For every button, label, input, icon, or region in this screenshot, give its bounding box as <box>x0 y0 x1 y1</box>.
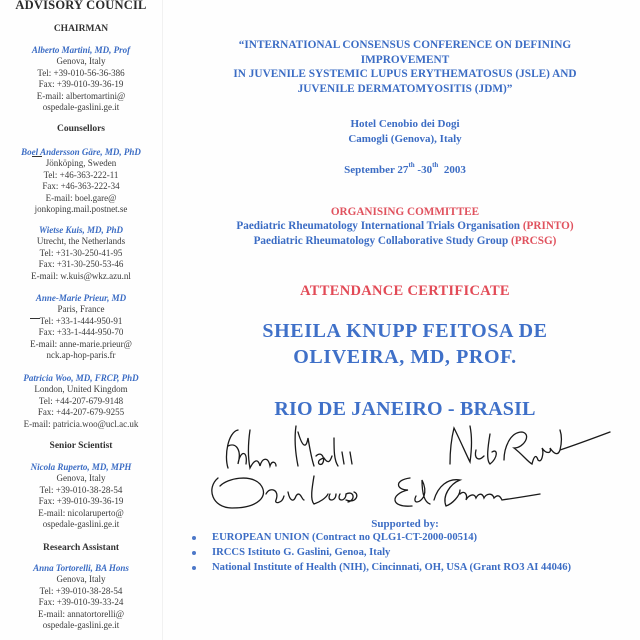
person-tel: Tel: +31-30-250-41-95 <box>39 247 123 258</box>
bullet-icon <box>192 536 196 540</box>
certificate-main <box>170 0 640 640</box>
date-suffix: th <box>432 161 439 169</box>
person-email: E-mail: patricia.woo@ucl.ac.uk <box>23 418 139 429</box>
person-patricia-woo <box>0 373 162 430</box>
person-email-domain: ospedale-gaslini.ge.it <box>42 102 120 113</box>
organisation-name: Paediatric Rheumatology International Trials Organisation <box>236 220 523 232</box>
bullet-icon <box>192 551 196 555</box>
organising-committee-title: ORGANISING COMMITTEE <box>330 206 480 218</box>
signature-nicola-ruperto <box>450 426 610 464</box>
person-fax: Fax: +44-207-679-9255 <box>37 407 125 418</box>
supporter-item <box>192 560 632 575</box>
person-location: Utrecht, the Netherlands <box>36 236 126 247</box>
person-location: Genova, Italy <box>56 574 106 585</box>
person-fax: Fax: +39-010-39-36-19 <box>38 79 124 90</box>
person-location: Genova, Italy <box>56 56 106 67</box>
person-email-domain: ospedale-gaslini.ge.it <box>42 620 120 631</box>
senior-scientist-heading: Senior Scientist <box>49 441 113 451</box>
attendee-name-line: SHEILA KNUPP FEITOSA DE <box>262 320 548 342</box>
chairman-heading: CHAIRMAN <box>53 24 109 34</box>
person-name: Nicola Ruperto, MD, MPH <box>30 462 132 472</box>
person-email-domain: nck.ap-hop-paris.fr <box>46 350 116 361</box>
person-tel: Tel: +46-363-222-11 <box>43 169 119 180</box>
person-tel: Tel: +44-207-679-9148 <box>38 395 124 406</box>
conference-title <box>170 38 640 96</box>
conference-title-line: “INTERNATIONAL CONSENSUS CONFERENCE ON DEFINING <box>238 39 572 51</box>
conference-dates <box>170 161 640 176</box>
person-email: E-mail: boel.gare@ <box>45 192 117 203</box>
supporter-text: EUROPEAN UNION (Contract no QLG1-CT-2000-00514) <box>212 532 478 543</box>
attendee-city: RIO DE JANEIRO - BRASIL <box>274 398 536 420</box>
person-location: Paris, France <box>57 304 105 315</box>
venue-hotel: Hotel Cenobio dei Dogi <box>350 118 460 130</box>
supporter-text: National Institute of Health (NIH), Cincinnati, OH, USA (Grant RO3 AI 44046) <box>212 562 572 574</box>
signature-alberto-martini <box>226 426 352 468</box>
person-name: Wietse Kuis, MD, PhD <box>39 225 123 235</box>
person-fax: Fax: +46-363-222-34 <box>42 181 120 192</box>
organisation-name: Paediatric Rheumatology Collaborative Study Group <box>253 235 512 247</box>
person-tel: Tel: +39-010-38-28-54 <box>39 585 123 596</box>
date-year: 2003 <box>438 164 466 176</box>
date-suffix: th <box>408 161 415 169</box>
person-name: Anna Tortorelli, BA Hons <box>33 563 129 573</box>
person-alberto-martini <box>0 45 162 113</box>
person-fax: Fax: +31-30-250-53-46 <box>38 259 124 270</box>
venue-place: Camogli (Genova), Italy <box>348 132 462 145</box>
date-end: -30 <box>414 164 433 176</box>
person-boel-andersson-gare <box>0 147 162 215</box>
person-wietse-kuis <box>0 225 162 282</box>
research-assistant-heading: Research Assistant <box>42 543 120 553</box>
person-location: Genova, Italy <box>56 473 106 484</box>
person-location: London, United Kingdom <box>34 384 128 395</box>
person-tel: Tel: +39-010-56-36-386 <box>37 67 125 78</box>
certificate-title: ATTENDANCE CERTIFICATE <box>300 283 510 299</box>
attendee-name <box>170 318 640 370</box>
supporter-item <box>192 545 632 560</box>
organisation-printo <box>170 220 640 232</box>
organisation-prcsg <box>170 235 640 247</box>
person-fax: Fax: +33-1-444-950-70 <box>38 327 124 338</box>
supporters-list <box>192 530 632 576</box>
person-name: Boel Andersson Gäre, MD, PhD <box>21 147 141 157</box>
conference-title-line: IMPROVEMENT <box>360 53 450 66</box>
person-name: Anne-Marie Prieur, MD <box>35 293 127 303</box>
person-anne-marie-prieur <box>0 293 162 361</box>
person-email-domain: jonkoping.mail.postnet.se <box>34 204 128 215</box>
person-tel: Tel: +39-010-38-28-54 <box>39 484 123 495</box>
organisation-acronym: (PRINTO) <box>522 220 574 232</box>
advisory-council-sidebar <box>0 0 163 640</box>
venue <box>170 117 640 146</box>
person-email: E-mail: nicolaruperto@ <box>38 507 124 518</box>
advisory-council-title: ADVISORY COUNCIL <box>15 0 147 12</box>
signature-4 <box>395 478 540 506</box>
person-email-domain: ospedale-gaslini.ge.it <box>42 519 120 530</box>
person-tel: Tel: +33-1-444-950-91 <box>39 315 123 326</box>
person-name: Patricia Woo, MD, FRCP, PhD <box>23 373 139 383</box>
counsellors-heading: Counsellors <box>56 124 106 134</box>
person-email: E-mail: annatortorelli@ <box>37 608 124 619</box>
person-nicola-ruperto <box>0 462 162 530</box>
supporter-text: IRCCS Istituto G. Gaslini, Genoa, Italy <box>212 547 391 559</box>
person-fax: Fax: +39-010-39-36-19 <box>38 496 124 507</box>
person-name: Alberto Martini, MD, Prof <box>31 45 131 55</box>
signature-3 <box>212 476 357 508</box>
person-email: E-mail: anne-marie.prieur@ <box>30 338 132 349</box>
person-fax: Fax: +39-010-39-33-24 <box>38 597 124 608</box>
bullet-icon <box>192 566 196 570</box>
supported-by-title: Supported by: <box>371 518 439 530</box>
attendee-name-line: OLIVEIRA, MD, PROF. <box>293 346 517 368</box>
person-email: E-mail: albertomartini@ <box>36 90 126 101</box>
date-start: September 27 <box>344 164 409 176</box>
conference-title-line: JUVENILE DERMATOMYOSITIS (JDM)” <box>297 82 513 95</box>
person-location: Jönköping, Sweden <box>45 158 117 169</box>
signatures-block <box>198 420 638 515</box>
conference-title-line: IN JUVENILE SYSTEMIC LUPUS ERYTHEMATOSUS (JSLE) AND <box>233 68 577 81</box>
supporter-item <box>192 530 632 545</box>
person-anna-tortorelli <box>0 563 162 631</box>
organisation-acronym: (PRCSG) <box>511 235 557 247</box>
person-email: E-mail: w.kuis@wkz.azu.nl <box>31 270 131 281</box>
